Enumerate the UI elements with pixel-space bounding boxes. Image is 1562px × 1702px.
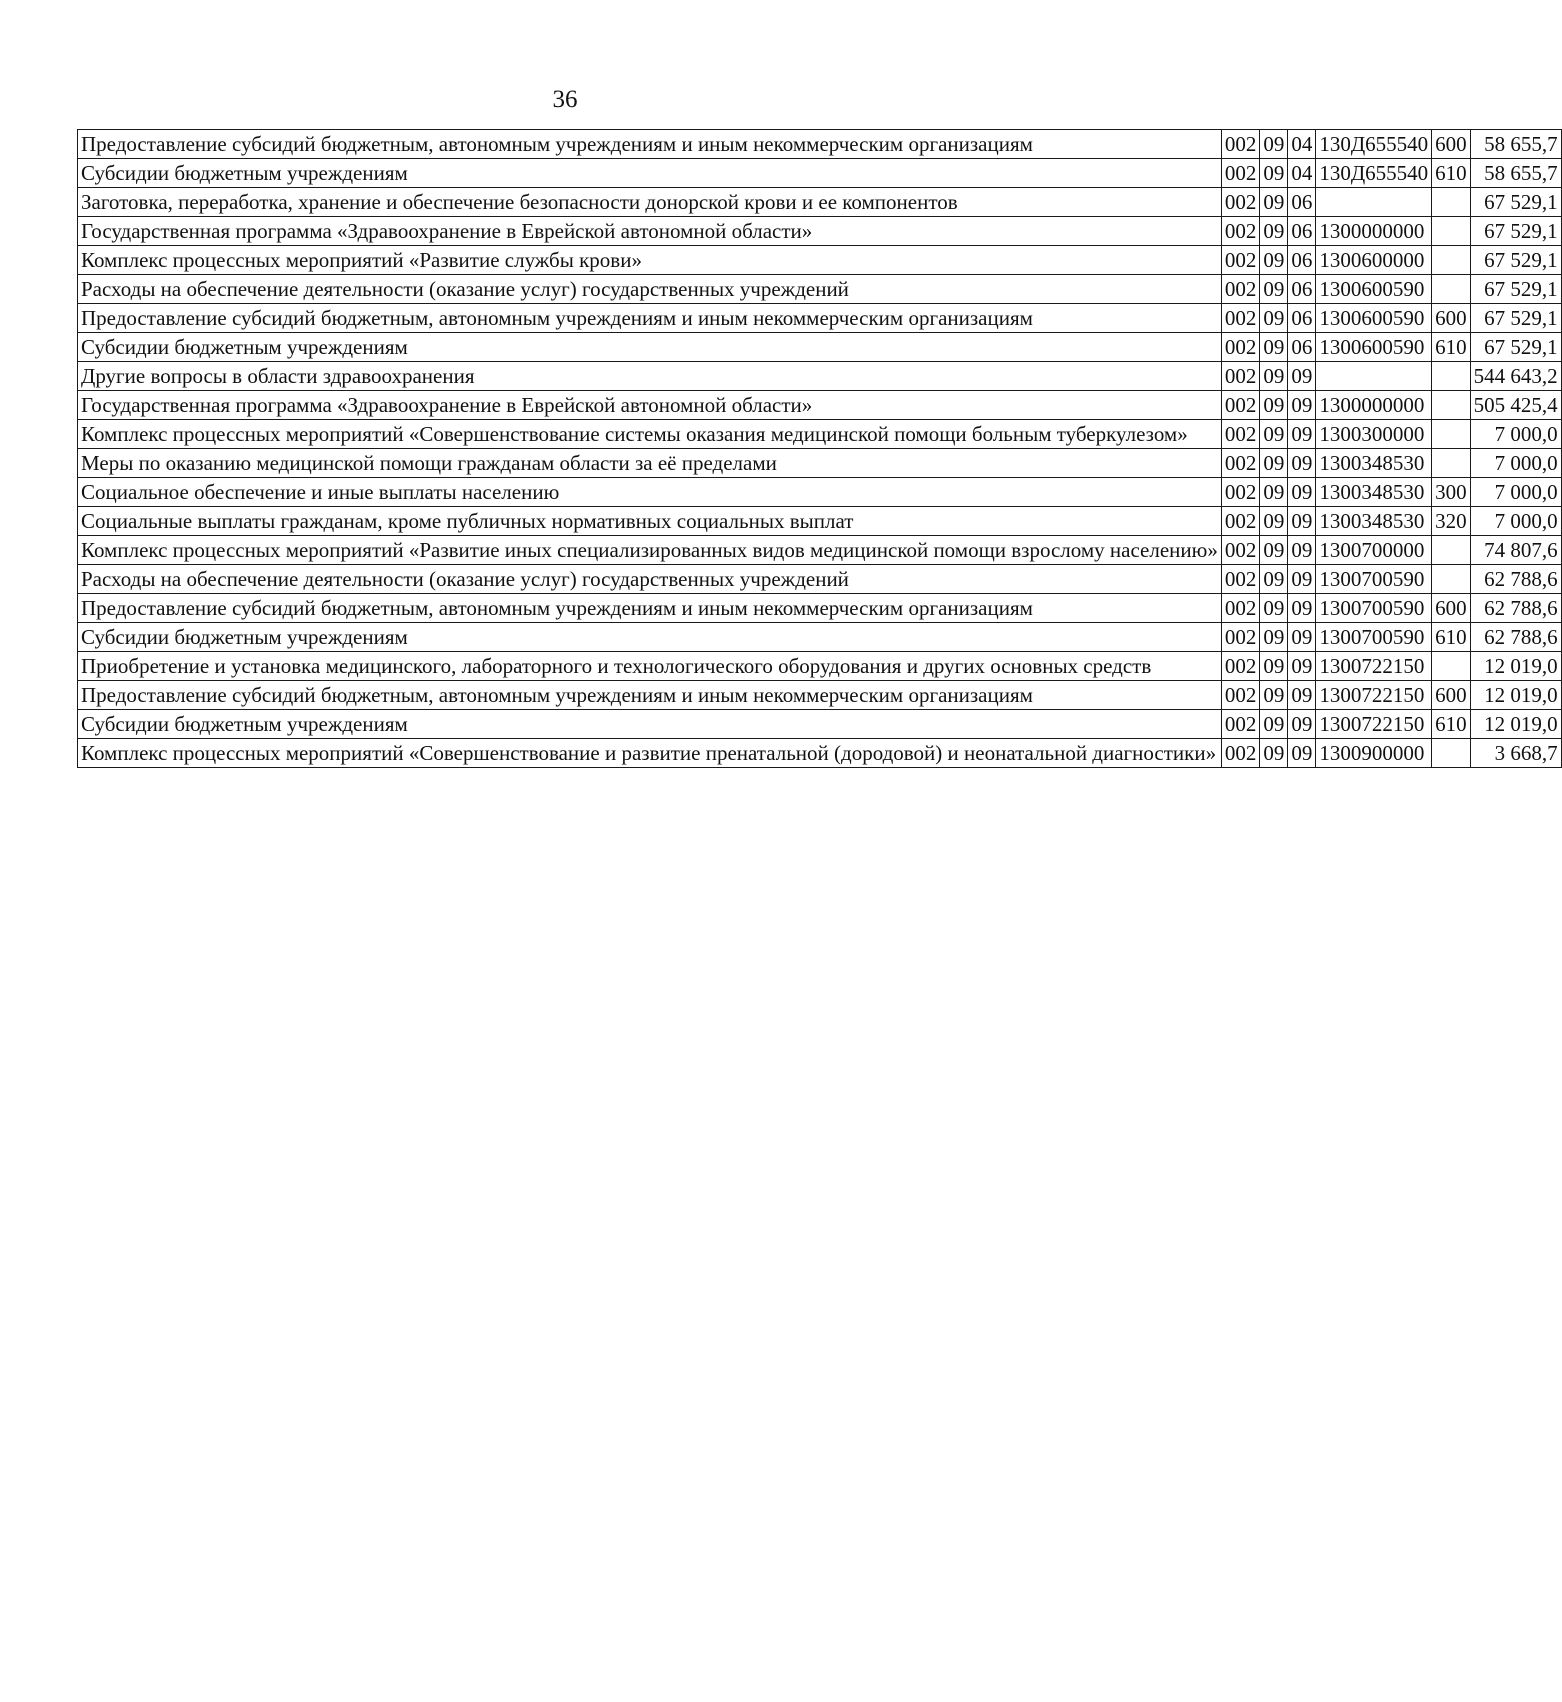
- row-name: Заготовка, переработка, хранение и обеспечение безопасности донорской крови и ее компонентов: [78, 188, 1222, 217]
- cell-pr: 06: [1288, 217, 1316, 246]
- cell-vr: [1432, 188, 1471, 217]
- cell-csr: 1300700590: [1316, 594, 1432, 623]
- cell-rz: 09: [1260, 391, 1288, 420]
- table-row: [78, 159, 1562, 188]
- table-row: [78, 565, 1562, 594]
- cell-ved: 002: [1221, 739, 1260, 768]
- cell-rz: 09: [1260, 188, 1288, 217]
- table-row: [78, 333, 1562, 362]
- cell-ved: 002: [1221, 275, 1260, 304]
- cell-csr: 1300348530: [1316, 507, 1432, 536]
- cell-csr: 130Д655540: [1316, 130, 1432, 159]
- row-name: Комплекс процессных мероприятий «Совершенствование и развитие пренатальной (дородовой) и неонатальной диагностики»: [78, 739, 1222, 768]
- cell-csr: [1316, 362, 1432, 391]
- cell-sum: 544 643,2: [1470, 362, 1561, 391]
- table-row: [78, 536, 1562, 565]
- cell-vr: 600: [1432, 130, 1471, 159]
- table-row: [78, 391, 1562, 420]
- cell-sum: 67 529,1: [1470, 304, 1561, 333]
- cell-csr: 1300722150: [1316, 652, 1432, 681]
- cell-pr: 06: [1288, 333, 1316, 362]
- table-row: [78, 507, 1562, 536]
- cell-vr: 600: [1432, 304, 1471, 333]
- cell-ved: 002: [1221, 507, 1260, 536]
- cell-pr: 09: [1288, 449, 1316, 478]
- cell-vr: 610: [1432, 159, 1471, 188]
- cell-ved: 002: [1221, 362, 1260, 391]
- cell-pr: 09: [1288, 507, 1316, 536]
- cell-ved: 002: [1221, 391, 1260, 420]
- table-row: [78, 362, 1562, 391]
- table-row: [78, 739, 1562, 768]
- cell-rz: 09: [1260, 217, 1288, 246]
- row-name: Субсидии бюджетным учреждениям: [78, 333, 1222, 362]
- table-row: [78, 449, 1562, 478]
- cell-vr: 600: [1432, 594, 1471, 623]
- cell-vr: [1432, 362, 1471, 391]
- cell-csr: 1300000000: [1316, 217, 1432, 246]
- row-name: Субсидии бюджетным учреждениям: [78, 159, 1222, 188]
- cell-vr: [1432, 565, 1471, 594]
- table-row: [78, 130, 1562, 159]
- cell-rz: 09: [1260, 420, 1288, 449]
- cell-ved: 002: [1221, 565, 1260, 594]
- cell-vr: [1432, 652, 1471, 681]
- table-row: [78, 710, 1562, 739]
- cell-rz: 09: [1260, 246, 1288, 275]
- cell-rz: 09: [1260, 536, 1288, 565]
- table-row: [78, 420, 1562, 449]
- row-name: Другие вопросы в области здравоохранения: [78, 362, 1222, 391]
- row-name: Субсидии бюджетным учреждениям: [78, 710, 1222, 739]
- cell-csr: 1300722150: [1316, 710, 1432, 739]
- cell-sum: 12 019,0: [1470, 652, 1561, 681]
- cell-vr: [1432, 420, 1471, 449]
- cell-sum: 58 655,7: [1470, 130, 1561, 159]
- cell-csr: [1316, 188, 1432, 217]
- cell-sum: 67 529,1: [1470, 275, 1561, 304]
- cell-sum: 67 529,1: [1470, 217, 1561, 246]
- cell-pr: 09: [1288, 594, 1316, 623]
- cell-vr: [1432, 275, 1471, 304]
- cell-rz: 09: [1260, 652, 1288, 681]
- cell-pr: 09: [1288, 681, 1316, 710]
- cell-ved: 002: [1221, 681, 1260, 710]
- cell-pr: 09: [1288, 478, 1316, 507]
- cell-vr: 320: [1432, 507, 1471, 536]
- cell-ved: 002: [1221, 188, 1260, 217]
- cell-vr: 600: [1432, 681, 1471, 710]
- cell-vr: 610: [1432, 710, 1471, 739]
- cell-rz: 09: [1260, 478, 1288, 507]
- cell-csr: 1300348530: [1316, 449, 1432, 478]
- row-name: Предоставление субсидий бюджетным, автономным учреждениям и иным некоммерческим организациям: [78, 594, 1222, 623]
- cell-vr: [1432, 536, 1471, 565]
- table-row: [78, 217, 1562, 246]
- cell-rz: 09: [1260, 739, 1288, 768]
- cell-csr: 1300600590: [1316, 333, 1432, 362]
- cell-pr: 06: [1288, 304, 1316, 333]
- cell-ved: 002: [1221, 652, 1260, 681]
- budget-table-body: [78, 130, 1562, 768]
- cell-rz: 09: [1260, 275, 1288, 304]
- cell-sum: 12 019,0: [1470, 710, 1561, 739]
- row-name: Предоставление субсидий бюджетным, автономным учреждениям и иным некоммерческим организациям: [78, 304, 1222, 333]
- budget-table: [77, 129, 1562, 768]
- cell-ved: 002: [1221, 304, 1260, 333]
- cell-pr: 09: [1288, 739, 1316, 768]
- cell-csr: 1300700000: [1316, 536, 1432, 565]
- cell-ved: 002: [1221, 594, 1260, 623]
- cell-rz: 09: [1260, 159, 1288, 188]
- cell-vr: [1432, 739, 1471, 768]
- cell-pr: 06: [1288, 275, 1316, 304]
- row-name: Государственная программа «Здравоохранение в Еврейской автономной области»: [78, 217, 1222, 246]
- cell-rz: 09: [1260, 681, 1288, 710]
- cell-csr: 1300700590: [1316, 565, 1432, 594]
- page-number: 36: [552, 86, 578, 113]
- cell-ved: 002: [1221, 333, 1260, 362]
- cell-ved: 002: [1221, 217, 1260, 246]
- cell-sum: 62 788,6: [1470, 623, 1561, 652]
- cell-sum: 3 668,7: [1470, 739, 1561, 768]
- cell-pr: 09: [1288, 652, 1316, 681]
- cell-csr: 1300600000: [1316, 246, 1432, 275]
- cell-sum: 7 000,0: [1470, 449, 1561, 478]
- cell-rz: 09: [1260, 304, 1288, 333]
- cell-pr: 09: [1288, 623, 1316, 652]
- cell-vr: 610: [1432, 623, 1471, 652]
- cell-vr: [1432, 217, 1471, 246]
- cell-ved: 002: [1221, 420, 1260, 449]
- cell-pr: 09: [1288, 710, 1316, 739]
- cell-sum: 74 807,6: [1470, 536, 1561, 565]
- cell-csr: 1300722150: [1316, 681, 1432, 710]
- cell-pr: 09: [1288, 565, 1316, 594]
- cell-sum: 505 425,4: [1470, 391, 1561, 420]
- cell-ved: 002: [1221, 449, 1260, 478]
- cell-sum: 7 000,0: [1470, 478, 1561, 507]
- cell-sum: 58 655,7: [1470, 159, 1561, 188]
- cell-ved: 002: [1221, 130, 1260, 159]
- table-row: [78, 304, 1562, 333]
- cell-ved: 002: [1221, 710, 1260, 739]
- cell-sum: 62 788,6: [1470, 594, 1561, 623]
- row-name: Комплекс процессных мероприятий «Развитие иных специализированных видов медицинской помощи взрослому населению»: [78, 536, 1222, 565]
- cell-pr: 04: [1288, 159, 1316, 188]
- cell-ved: 002: [1221, 623, 1260, 652]
- cell-rz: 09: [1260, 594, 1288, 623]
- row-name: Предоставление субсидий бюджетным, автономным учреждениям и иным некоммерческим организациям: [78, 130, 1222, 159]
- table-row: [78, 478, 1562, 507]
- cell-sum: 12 019,0: [1470, 681, 1561, 710]
- table-row: [78, 246, 1562, 275]
- cell-rz: 09: [1260, 130, 1288, 159]
- cell-sum: 7 000,0: [1470, 420, 1561, 449]
- cell-pr: 04: [1288, 130, 1316, 159]
- cell-rz: 09: [1260, 710, 1288, 739]
- cell-vr: 300: [1432, 478, 1471, 507]
- cell-pr: 09: [1288, 391, 1316, 420]
- cell-csr: 1300600590: [1316, 275, 1432, 304]
- cell-vr: [1432, 449, 1471, 478]
- cell-ved: 002: [1221, 246, 1260, 275]
- row-name: Приобретение и установка медицинского, лабораторного и технологического оборудования и других основных средств: [78, 652, 1222, 681]
- cell-rz: 09: [1260, 449, 1288, 478]
- row-name: Расходы на обеспечение деятельности (оказание услуг) государственных учреждений: [78, 275, 1222, 304]
- cell-csr: 1300700590: [1316, 623, 1432, 652]
- cell-rz: 09: [1260, 623, 1288, 652]
- row-name: Социальные выплаты гражданам, кроме публичных нормативных социальных выплат: [78, 507, 1222, 536]
- cell-ved: 002: [1221, 536, 1260, 565]
- cell-vr: 610: [1432, 333, 1471, 362]
- table-row: [78, 652, 1562, 681]
- cell-vr: [1432, 246, 1471, 275]
- cell-csr: 1300348530: [1316, 478, 1432, 507]
- cell-sum: 67 529,1: [1470, 246, 1561, 275]
- cell-sum: 67 529,1: [1470, 188, 1561, 217]
- cell-pr: 06: [1288, 246, 1316, 275]
- cell-sum: 7 000,0: [1470, 507, 1561, 536]
- cell-csr: 1300600590: [1316, 304, 1432, 333]
- cell-ved: 002: [1221, 159, 1260, 188]
- cell-csr: 1300300000: [1316, 420, 1432, 449]
- cell-sum: 67 529,1: [1470, 333, 1561, 362]
- row-name: Государственная программа «Здравоохранение в Еврейской автономной области»: [78, 391, 1222, 420]
- cell-rz: 09: [1260, 333, 1288, 362]
- row-name: Комплекс процессных мероприятий «Совершенствование системы оказания медицинской помощи больным туберкулезом»: [78, 420, 1222, 449]
- table-row: [78, 681, 1562, 710]
- row-name: Предоставление субсидий бюджетным, автономным учреждениям и иным некоммерческим организациям: [78, 681, 1222, 710]
- table-row: [78, 188, 1562, 217]
- row-name: Социальное обеспечение и иные выплаты населению: [78, 478, 1222, 507]
- cell-pr: 06: [1288, 188, 1316, 217]
- row-name: Расходы на обеспечение деятельности (оказание услуг) государственных учреждений: [78, 565, 1222, 594]
- cell-vr: [1432, 391, 1471, 420]
- cell-pr: 09: [1288, 362, 1316, 391]
- table-row: [78, 594, 1562, 623]
- cell-csr: 130Д655540: [1316, 159, 1432, 188]
- table-row: [78, 275, 1562, 304]
- cell-rz: 09: [1260, 507, 1288, 536]
- cell-pr: 09: [1288, 420, 1316, 449]
- cell-rz: 09: [1260, 362, 1288, 391]
- cell-csr: 1300900000: [1316, 739, 1432, 768]
- row-name: Меры по оказанию медицинской помощи гражданам области за её пределами: [78, 449, 1222, 478]
- cell-csr: 1300000000: [1316, 391, 1432, 420]
- row-name: Комплекс процессных мероприятий «Развитие службы крови»: [78, 246, 1222, 275]
- table-row: [78, 623, 1562, 652]
- cell-sum: 62 788,6: [1470, 565, 1561, 594]
- row-name: Субсидии бюджетным учреждениям: [78, 623, 1222, 652]
- cell-ved: 002: [1221, 478, 1260, 507]
- cell-pr: 09: [1288, 536, 1316, 565]
- cell-rz: 09: [1260, 565, 1288, 594]
